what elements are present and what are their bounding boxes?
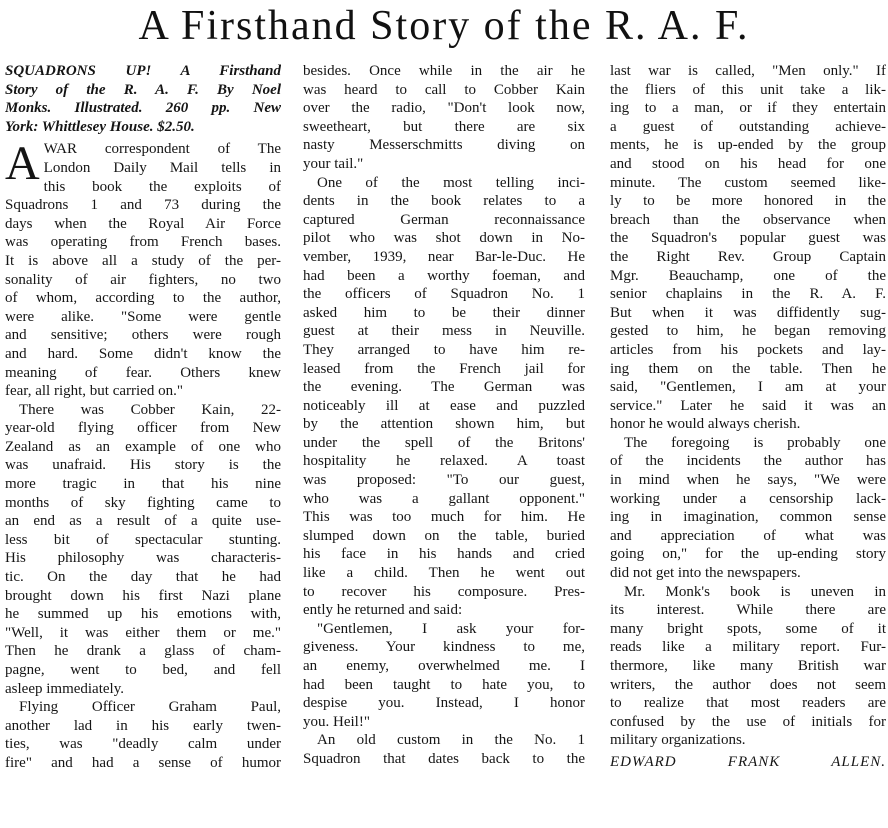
text-line: fear, all right, but carried on." bbox=[5, 383, 183, 400]
text-line: There was Cobber Kain, 22- bbox=[19, 401, 281, 418]
text-line: ently he returned and said: bbox=[303, 602, 463, 619]
text-line: thermore, like many British war bbox=[610, 658, 886, 674]
text-line: an end as a result of a quite use- bbox=[5, 513, 281, 530]
text-line: dents in the book relates to a bbox=[303, 193, 585, 210]
text-line: hospitality he relaxed. A toast bbox=[303, 453, 585, 470]
text-line: asleep immediately. bbox=[5, 680, 124, 697]
lead-paragraph-opening bbox=[5, 137, 281, 196]
text-line: service." Later he said it was an bbox=[610, 397, 886, 414]
text-line: Zealand as an example of one who bbox=[5, 438, 281, 455]
text-line: One of the most telling inci- bbox=[317, 174, 585, 191]
text-line: had been taught to hate you, to bbox=[303, 676, 585, 693]
text-line: "Well, it was either them or me." bbox=[5, 624, 281, 641]
text-line: of whom, according to the author, bbox=[5, 290, 281, 307]
text-line: Mgr. Beauchamp, one of the bbox=[610, 267, 886, 284]
text-line: of the incidents the author has bbox=[610, 453, 886, 470]
column-2 bbox=[303, 62, 585, 769]
text-line: nasty Messerschmitts diving on bbox=[303, 137, 585, 154]
text-line: confused by the use of initials for bbox=[610, 713, 886, 730]
text-line: ing in imagination, common sense bbox=[610, 509, 886, 526]
citation-line: York: Whittlesey House. $2.50. bbox=[5, 118, 195, 135]
text-line: a guest of outstanding achieve- bbox=[610, 118, 886, 135]
text-line: captured German reconnaissance bbox=[303, 211, 585, 228]
text-line: ing them on the table. Then he bbox=[610, 360, 886, 377]
text-line: and stood on his head for one bbox=[610, 155, 886, 172]
text-line: Mr. Monk's book is uneven in bbox=[624, 583, 886, 600]
text-line: was operating from French bases. bbox=[5, 234, 281, 251]
text-line: Squadron that dates back to the bbox=[303, 750, 585, 767]
text-line: ments, he is up-ended by the group bbox=[610, 137, 886, 154]
text-line: Squadrons 1 and 73 during the bbox=[5, 197, 281, 214]
text-line: asked him to be their dinner bbox=[303, 304, 585, 321]
text-line: to realize that most readers are bbox=[610, 695, 886, 712]
text-line: meaning of fear. Others knew bbox=[5, 364, 281, 381]
text-line: your tail." bbox=[303, 155, 364, 172]
text-line: in mind when he says, "We were bbox=[610, 472, 886, 489]
column-3 bbox=[610, 62, 886, 772]
text-line: another lad in his early twen- bbox=[5, 717, 281, 734]
text-line: articles from his pockets and lay- bbox=[610, 341, 886, 358]
text-line: ties, was "deadly calm under bbox=[5, 736, 281, 753]
text-line: reads like a military report. Fur- bbox=[610, 639, 886, 656]
text-line: Flying Officer Graham Paul, bbox=[19, 699, 281, 716]
text-line: had been a worthy foeman, and bbox=[303, 267, 585, 284]
text-line: slumped down on the table, buried bbox=[303, 527, 585, 544]
text-line: his face in his hands and cried bbox=[303, 546, 585, 563]
text-line: and sensitive; others were rough bbox=[5, 327, 281, 344]
text-line: the Squadron's popular guest was bbox=[610, 230, 886, 247]
text-line: Then he drank a glass of cham- bbox=[5, 643, 281, 660]
text-line: did not get into the newspapers. bbox=[610, 565, 801, 582]
text-line: were alike. "Some were gentle bbox=[5, 308, 281, 325]
citation-line: Monks. Illustrated. 260 pp. New bbox=[5, 100, 281, 117]
text-line: breach than the observance when bbox=[610, 211, 886, 228]
text-line: An old custom in the No. 1 bbox=[317, 732, 585, 749]
text-line: It is above all a study of the per- bbox=[5, 252, 281, 269]
text-line: was unafraid. His story is the bbox=[5, 457, 281, 474]
text-line: to recover his composure. Pres- bbox=[303, 583, 585, 600]
text-line: year-old flying officer from New bbox=[5, 420, 281, 437]
text-line: the evening. The German was bbox=[303, 379, 585, 396]
text-line: vember, 1939, near Bar-le-Duc. He bbox=[303, 248, 585, 265]
text-line: the officers of Squadron No. 1 bbox=[303, 286, 585, 303]
text-line: sonality of air fighters, no two bbox=[5, 271, 281, 288]
text-line: "Gentlemen, I ask your for- bbox=[317, 620, 585, 637]
text-line: tic. On the day that he had bbox=[5, 569, 281, 586]
author-signature: EDWARD FRANK ALLEN. bbox=[610, 753, 886, 770]
text-line: over the radio, "Don't look now, bbox=[303, 100, 585, 117]
text-line: minute. The custom seemed like- bbox=[610, 174, 886, 191]
text-line: But when it was diffidently sug- bbox=[610, 304, 886, 321]
text-line: despise you. Instead, I honor bbox=[303, 695, 585, 712]
text-line: fire" and had a sense of humor bbox=[5, 754, 281, 771]
text-line: This was too much for him. He bbox=[303, 509, 585, 526]
column-1-body bbox=[5, 196, 281, 772]
text-line: London Daily Mail tells in bbox=[43, 159, 281, 176]
text-line: the Right Rev. Group Captain bbox=[610, 248, 886, 265]
text-line: under the spell of the Britons' bbox=[303, 434, 585, 451]
text-line: military organizations. bbox=[610, 732, 746, 749]
headline: A Firsthand Story of the R. A. F. bbox=[138, 3, 750, 49]
text-line: was proposed: "To our guest, bbox=[303, 472, 585, 489]
text-line: The foregoing is probably one bbox=[624, 434, 886, 451]
text-line: and appreciation of what was bbox=[610, 527, 886, 544]
text-line: gested to him, he began removing bbox=[610, 323, 886, 340]
text-line: going on," for the up-ending story bbox=[610, 546, 886, 563]
text-line: months of sky fighting came to bbox=[5, 494, 281, 511]
text-line: the fliers of this unit take a lik- bbox=[610, 81, 886, 98]
text-line: many bright spots, some of it bbox=[610, 620, 886, 637]
text-line: said, "Gentlemen, I am at your bbox=[610, 379, 886, 396]
text-line: working under a censorship lack- bbox=[610, 490, 886, 507]
text-line: giveness. Your kindness to me, bbox=[303, 639, 585, 656]
text-line: ly to be more honored in the bbox=[610, 193, 886, 210]
text-line: honor he would always cherish. bbox=[610, 416, 801, 433]
text-line: guest at their mess in Neuville. bbox=[303, 323, 585, 340]
column-1 bbox=[5, 62, 281, 773]
text-line: less bit of spectacular stunting. bbox=[5, 531, 281, 548]
book-citation bbox=[5, 62, 281, 136]
text-line: more tragic in that his nine bbox=[5, 476, 281, 493]
text-line: pagne, went to bed, and fell bbox=[5, 662, 281, 678]
text-line: you. Heil!" bbox=[303, 713, 370, 730]
text-line: pilot who was shot down in No- bbox=[303, 230, 585, 247]
text-line: an enemy, overwhelmed me. I bbox=[303, 658, 585, 674]
citation-line: Story of the R. A. F. By Noel bbox=[5, 81, 281, 98]
text-line: besides. Once while in the air he bbox=[303, 63, 585, 79]
text-line: senior chaplains in the R. A. F. bbox=[610, 286, 886, 303]
text-line: its interest. While there are bbox=[610, 602, 886, 619]
text-line: by the attention shown him, but bbox=[303, 416, 585, 433]
text-line: writers, the author does not seem bbox=[610, 676, 886, 693]
text-line: this book the exploits of bbox=[43, 178, 281, 195]
text-line: ing to a man, or if they entertain bbox=[610, 100, 886, 117]
text-line: They arranged to have him re- bbox=[303, 341, 585, 358]
text-line: he summed up his emotions with, bbox=[5, 606, 281, 623]
text-line: WAR correspondent of The bbox=[43, 141, 281, 158]
text-line: and hard. Some didn't know the bbox=[5, 345, 281, 362]
drop-cap: A bbox=[5, 137, 40, 191]
text-line: days when the Royal Air Force bbox=[5, 215, 281, 232]
text-line: sweetheart, but there are six bbox=[303, 118, 585, 135]
text-line: like a child. Then he went out bbox=[303, 565, 585, 582]
text-line: noticeably ill at ease and puzzled bbox=[303, 397, 585, 414]
text-line: His philosophy was characteris- bbox=[5, 550, 281, 567]
text-line: last war is called, "Men only." If bbox=[610, 63, 886, 79]
text-line: who was a gallant opponent." bbox=[303, 490, 585, 507]
text-line: was heard to call to Cobber Kain bbox=[303, 81, 585, 98]
text-line: brought down his first Nazi plane bbox=[5, 587, 281, 604]
text-line: leased from the French jail for bbox=[303, 360, 585, 377]
citation-line: SQUADRONS UP! A Firsthand bbox=[5, 63, 281, 79]
